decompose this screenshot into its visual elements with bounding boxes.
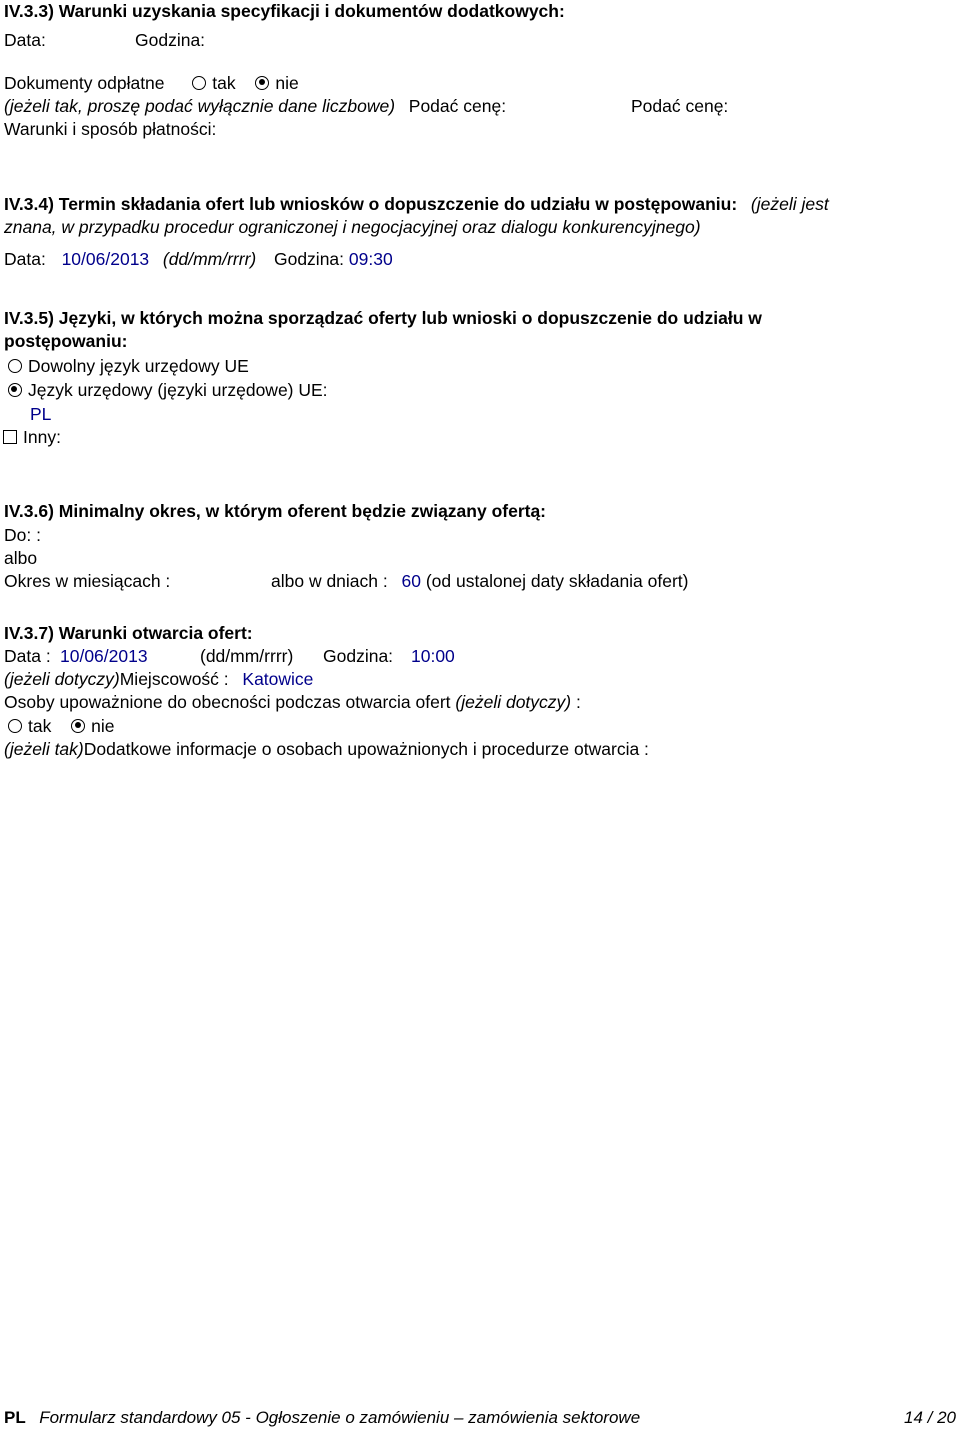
s35-opt-any: Dowolny język urzędowy UE — [28, 356, 249, 376]
s34-date-row — [4, 248, 393, 270]
s33-payment-label: Warunki i sposób płatności: — [4, 119, 217, 139]
s33-price-row — [4, 95, 506, 117]
s35-opt-other-row — [3, 426, 61, 448]
s34-godzina-label: Godzina: — [273, 249, 345, 269]
s34-heading-row — [4, 193, 829, 215]
s36-days-row — [271, 570, 689, 592]
s34-hint-line1: (jeżeli jest — [750, 194, 829, 214]
radio-tak-icon[interactable] — [8, 719, 22, 733]
s35-opt-official: Język urzędowy (języki urzędowe) UE: — [28, 380, 328, 400]
s33-godzina-label: Godzina: — [135, 30, 206, 50]
s37-opt-nie: nie — [91, 716, 115, 736]
section-iv36-heading: IV.3.6) Minimalny okres, w którym oferent będzie związany ofertą: — [4, 501, 547, 521]
s36-albo: albo — [4, 548, 38, 568]
s37-persons-row — [4, 691, 581, 713]
s35-opt-any-row — [8, 355, 249, 377]
s37-extra-row — [4, 738, 649, 760]
s33-data-label: Data: — [4, 30, 46, 50]
s33-price-label-2: Podać cenę: — [631, 96, 729, 116]
s34-data-label: Data: — [4, 249, 46, 269]
s37-place-row — [4, 668, 313, 690]
s34-hint-line2: znana, w przypadku procedur ograniczonej i negocjacyjnej oraz dialogu konkurencyjnego) — [4, 217, 701, 237]
footer-page-number: 14 / 20 — [904, 1408, 956, 1427]
s37-persons-label: Osoby upoważnione do obecności podczas otwarcia ofert — [4, 692, 451, 712]
s35-language-value: PL — [30, 404, 52, 424]
section-iv35-heading-line2: postępowaniu: — [4, 331, 128, 351]
checkbox-other-icon[interactable] — [3, 430, 17, 444]
s36-days-suffix: (od ustalonej daty składania ofert) — [425, 571, 689, 591]
s37-persons-hint: (jeżeli dotyczy) — [455, 692, 572, 712]
s36-days-value: 60 — [401, 571, 421, 591]
s33-paid-label: Dokumenty odpłatne — [4, 73, 165, 93]
s37-place-hint: (jeżeli dotyczy) — [4, 669, 120, 689]
s37-options-row — [8, 715, 114, 737]
section-iv35-heading-line1: IV.3.5) Języki, w których można sporządzać oferty lub wnioski o dopuszczenie do udziału w — [4, 308, 762, 328]
s34-time-value: 09:30 — [348, 249, 393, 269]
s34-date-format: (dd/mm/rrrr) — [162, 249, 257, 269]
section-iv33-heading: IV.3.3) Warunki uzyskania specyfikacji i dokumentów dodatkowych: — [4, 1, 565, 21]
radio-nie-selected-icon[interactable] — [255, 76, 269, 90]
s35-opt-official-row — [8, 379, 328, 401]
s33-paid-row — [4, 72, 299, 94]
s37-date-value: 10/06/2013 — [60, 646, 148, 666]
s37-opt-tak: tak — [28, 716, 52, 736]
footer-form-title: Formularz standardowy 05 - Ogłoszenie o zamówieniu – zamówienia sektorowe — [39, 1408, 641, 1427]
s37-godzina-label: Godzina: — [323, 646, 394, 666]
radio-official-language-selected-icon[interactable] — [8, 383, 22, 397]
section-iv37-heading: IV.3.7) Warunki otwarcia ofert: — [4, 623, 253, 643]
radio-nie-selected-icon[interactable] — [71, 719, 85, 733]
s35-opt-other: Inny: — [23, 427, 61, 447]
s36-days-label: albo w dniach : — [271, 571, 388, 591]
s37-extra-label: Dodatkowe informacje o osobach upoważnionych i procedurze otwarcia : — [83, 739, 649, 759]
s37-extra-hint: (jeżeli tak) — [4, 739, 84, 759]
s37-time-value: 10:00 — [411, 646, 455, 666]
s34-date-value: 10/06/2013 — [61, 249, 150, 269]
section-iv34-heading: IV.3.4) Termin składania ofert lub wniosków o dopuszczenie do udziału w postępowaniu: — [4, 194, 738, 214]
s36-do-label: Do: : — [4, 525, 41, 545]
s33-opt-nie: nie — [275, 73, 299, 93]
s37-data-label: Data : — [4, 646, 51, 666]
s33-paid-hint: (jeżeli tak, proszę podać wyłącznie dane liczbowe) — [4, 96, 396, 116]
footer-lang: PL — [4, 1408, 26, 1427]
radio-any-language-icon[interactable] — [8, 359, 22, 373]
s37-date-format: (dd/mm/rrrr) — [200, 646, 294, 666]
s36-months-label: Okres w miesiącach : — [4, 571, 171, 591]
radio-tak-icon[interactable] — [192, 76, 206, 90]
s33-opt-tak: tak — [212, 73, 236, 93]
s37-place-label: Miejscowość : — [119, 669, 229, 689]
footer-left — [4, 1407, 640, 1429]
s37-persons-colon: : — [576, 692, 581, 712]
s37-place-value: Katowice — [242, 669, 314, 689]
s33-price-label-1: Podać cenę: — [408, 96, 507, 116]
